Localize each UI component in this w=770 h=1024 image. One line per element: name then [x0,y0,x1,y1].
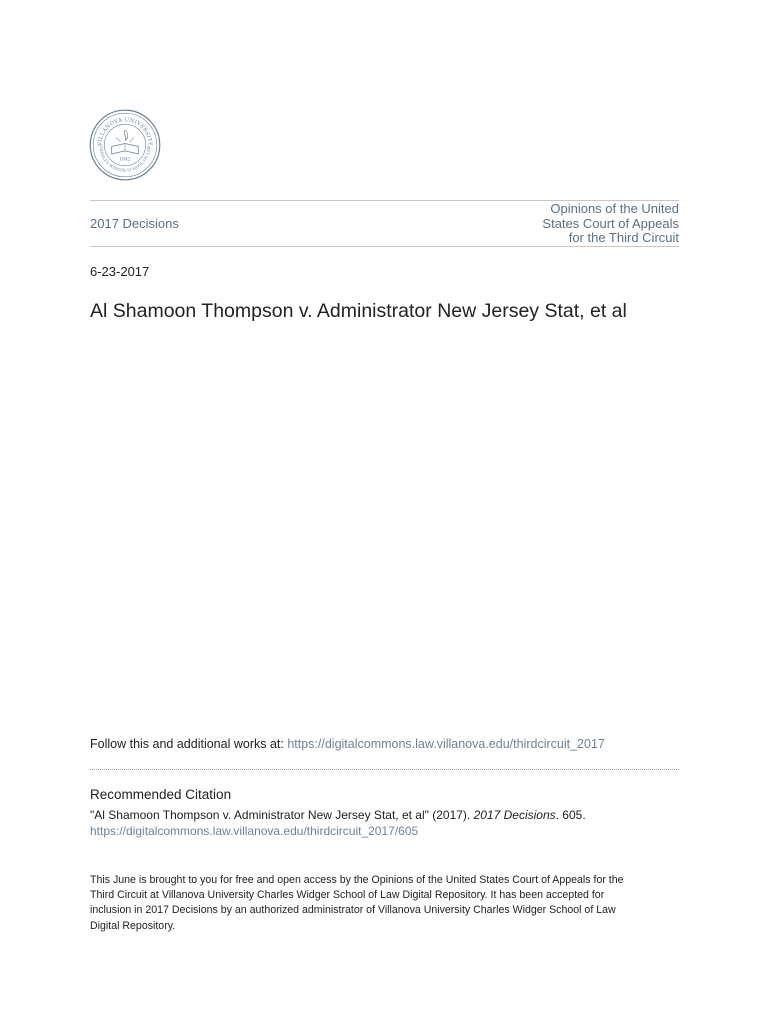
notice-line: Third Circuit at Villanova University Charles Widger School of Law Digital Repository. It has been accepted for [90,889,605,902]
villanova-seal-logo [88,108,162,182]
follow-label: Follow this and additional works at: [90,737,288,751]
header-bottom-rule [90,246,679,247]
document-title: Al Shamoon Thompson v. Administrator New Jersey Stat, et al [90,300,627,322]
notice-line: This June is brought to you for free and open access by the Opinions of the United States Court of Appeals for the [90,874,624,886]
svg-text:CHARLES WIDGER SCHOOL OF LAW: CHARLES WIDGER SCHOOL OF LAW [98,145,152,173]
series-line: States Court of Appeals [542,215,679,231]
notice-line: inclusion in 2017 Decisions by an authorized administrator of Villanova University Charles Widger School of Law [90,904,616,917]
follow-url-link[interactable]: https://digitalcommons.law.villanova.edu/thirdcircuit_2017 [287,737,605,751]
series-line: Opinions of the United [550,201,679,216]
citation-divider [90,769,679,770]
citation-text-line [90,807,586,823]
collection-link[interactable]: 2017 Decisions [90,216,179,231]
citation-source: 2017 Decisions [473,808,556,822]
svg-text:VILLANOVA UNIVERSITY: VILLANOVA UNIVERSITY [97,117,153,147]
publication-date: 6-23-2017 [90,264,150,279]
citation-text: "Al Shamoon Thompson v. Administrator New Jersey Stat, et al" (2017). [90,808,474,822]
access-notice [90,873,682,934]
series-link[interactable] [459,202,679,246]
series-line: for the Third Circuit [568,230,679,245]
follow-line [90,737,605,751]
notice-line: Digital Repository. [90,919,176,932]
svg-text:1842: 1842 [119,157,131,163]
citation-url-link[interactable]: https://digitalcommons.law.villanova.edu/thirdcircuit_2017/605 [90,824,419,838]
citation-block [90,807,586,839]
citation-end: . 605. [555,808,586,822]
recommended-citation-heading: Recommended Citation [90,787,232,802]
